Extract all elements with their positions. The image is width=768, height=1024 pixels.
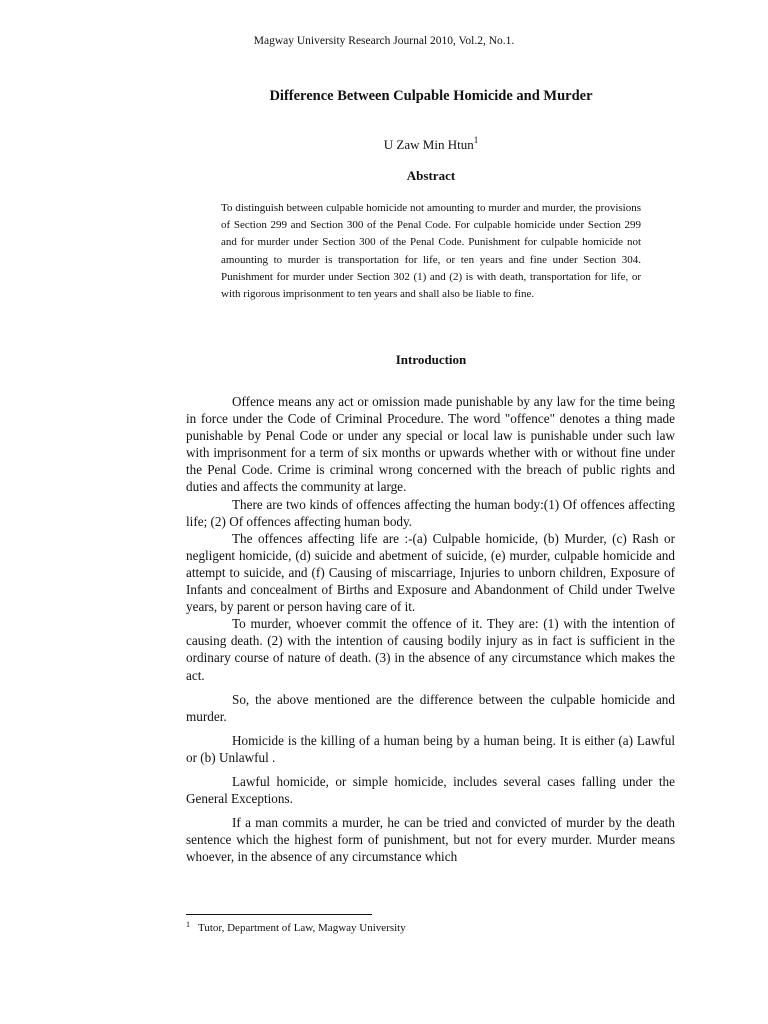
introduction-heading: Introduction <box>395 352 467 367</box>
body-paragraph: Lawful homicide, or simple homicide, includes several cases falling under the General Exceptions. <box>186 773 675 807</box>
body-paragraph: If a man commits a murder, he can be tried and convicted of murder by the death sentence which the highest form of punishment, but not for every murder. Murder means whoever, in the absence of any circumstance which <box>186 815 675 865</box>
running-header: Magway University Research Journal 2010, Vol.2, No.1. <box>253 35 515 47</box>
paper-title: Difference Between Culpable Homicide and Murder <box>269 88 593 104</box>
author-name: U Zaw Min Htun <box>383 137 474 152</box>
footnote-divider <box>186 914 372 915</box>
body-paragraph: Offence means any act or omission made punishable by any law for the time being in force under the Code of Criminal Procedure. The word "offence" denotes a thing made punishable by Penal Code or under any special or local law is punishable under such law with imprisonment for a term of six months or upwards whether with or without fine under the Penal Code. Crime is criminal wrong concerned with the breach of public rights and duties and affects the community at large. <box>186 394 675 495</box>
body-paragraph: Homicide is the killing of a human being by a human being. It is either (a) Lawful or (b) Unlawful . <box>186 732 675 765</box>
abstract-text: To distinguish between culpable homicide not amounting to murder and murder, the provisions of Section 299 and Section 300 of the Penal Code. For culpable homicide under Section 299 and for murder under Section 300 of the Penal Code. Punishment for culpable homicide not amounting to murder is transportation for life, or ten years and fine under Section 304. Punishment for murder under Section 302 (1) and (2) is with death, transportation for life, or with rigorous imprisonment to ten years and shall also be liable to fine. <box>221 202 641 301</box>
body-paragraph: The offences affecting life are :-(a) Culpable homicide, (b) Murder, (c) Rash or negligent homicide, (d) suicide and abetment of suicide, (e) murder, culpable homicide and attempt to suicide, and (f) Causing of miscarriage, Injuries to unborn children, Exposure of Infants and concealment of Births and Exposure and Abandonment of Child under Twelve years, by parent or person having care of it. <box>186 530 675 615</box>
body-paragraph: There are two kinds of offences affecting the human body:(1) Of offences affecting life; (2) Of offences affecting human body. <box>186 496 675 529</box>
body-paragraph: To murder, whoever commit the offence of it. They are: (1) with the intention of causing death. (2) with the intention of causing bodily injury as in fact is sufficient in the ordinary course of nature of death. (3) in the absence of any circumstance which makes the act. <box>186 616 675 683</box>
footnote-text: Tutor, Department of Law, Magway University <box>198 922 406 934</box>
body-paragraph: So, the above mentioned are the difference between the culpable homicide and murder. <box>186 691 675 724</box>
author-line <box>0 135 768 153</box>
footnote-mark: 1 <box>186 920 190 929</box>
introduction-body <box>186 393 675 865</box>
footnote <box>186 920 406 934</box>
author-footnote-mark: 1 <box>473 135 479 145</box>
abstract-heading: Abstract <box>406 168 456 183</box>
